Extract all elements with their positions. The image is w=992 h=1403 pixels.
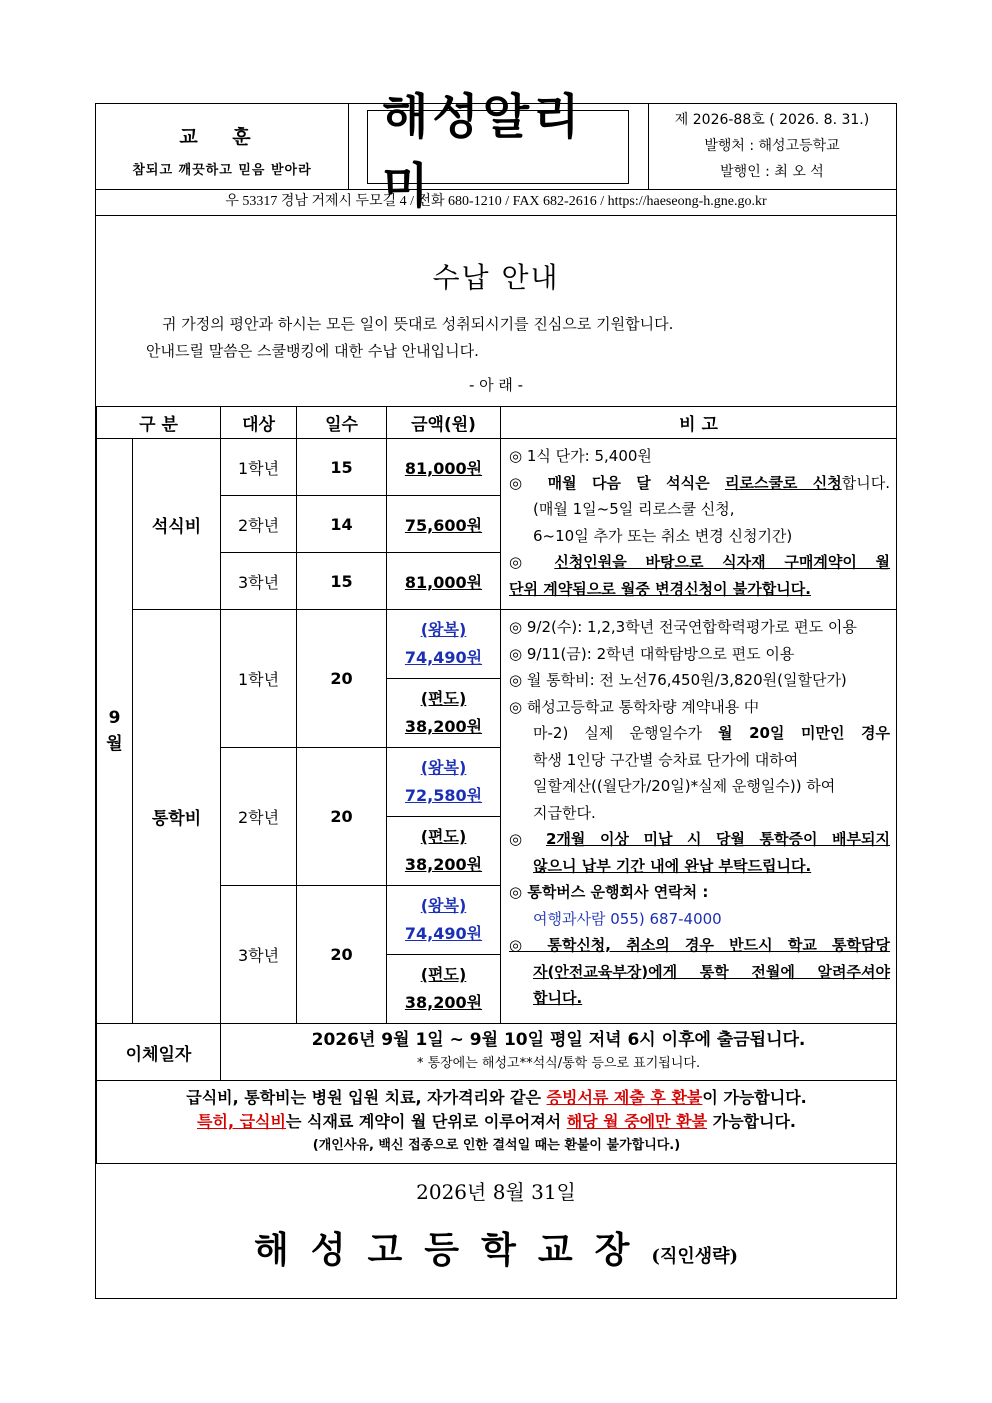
seal-omitted-note: (직인생략): [651, 1246, 739, 1267]
days-cell: 20: [297, 886, 387, 1024]
meal-note: 합니다.: [841, 473, 891, 492]
header-remarks: 비 고: [501, 407, 897, 439]
round-trip-label: (왕복): [420, 620, 467, 639]
greeting-line-1: 귀 가정의 평안과 하시는 모든 일이 뜻대로 성취되시기를 진심으로 기원합니다.: [162, 315, 674, 333]
days-cell: 20: [297, 610, 387, 748]
publisher: 발행처 : 해성고등학교: [704, 138, 840, 154]
amount-cell: 81,000원: [404, 458, 483, 478]
bus-notes: [501, 610, 897, 1024]
bus-label: 통학비: [133, 610, 221, 1024]
days-cell: 14: [297, 496, 387, 553]
table-row: [97, 610, 897, 679]
table-row: [97, 439, 897, 496]
transfer-label: 이체일자: [97, 1024, 221, 1081]
principal-signature: 해성고등학교장: [253, 1229, 652, 1271]
meal-note: 리로스쿨로 신청: [724, 473, 842, 492]
days-cell: 15: [297, 553, 387, 610]
refund-exception: (개인사유, 백신 접종으로 인한 결석일 때는 환불이 불가합니다.): [312, 1138, 681, 1153]
refund-highlight: 증빙서류 제출 후 환불: [546, 1088, 703, 1107]
meal-note: ◎ 매월 다음 달 석식은: [509, 473, 725, 492]
header-target: 대상: [221, 407, 297, 439]
bus-note: ◎ 9/2(수): 1,2,3학년 전국연합학력평가로 편도 이용: [509, 618, 857, 636]
meal-label: 석식비: [133, 439, 221, 610]
grade-cell: 1학년: [221, 610, 297, 748]
grade-cell: 1학년: [221, 439, 297, 496]
transfer-main: 2026년 9월 1일 ~ 9월 10일 평일 저녁 6시 이후에 출금됩니다.: [311, 1030, 806, 1050]
page-title: 수납 안내: [432, 261, 560, 294]
bus-contact: 여행과사람 055) 687-4000: [533, 909, 722, 928]
bus-note: ◎ 9/11(금): 2학년 대학탐방으로 편도 이용: [509, 644, 795, 663]
refund-text: 는 식재료 계약이 월 단위로 이루어져서: [285, 1112, 567, 1131]
bus-note: ◎: [509, 830, 546, 848]
issuer: 발행인 : 최 오 석: [720, 164, 824, 180]
bus-note: 마-2) 실제 운행일수가: [533, 724, 719, 742]
meal-note: 단위 계약됨으로 월중 변경신청이 불가합니다.: [509, 579, 811, 598]
grade-cell: 2학년: [221, 748, 297, 886]
transfer-sub: * 통장에는 해성고**석식/통학 등으로 표기됩니다.: [416, 1056, 701, 1071]
issue-info: [648, 104, 896, 189]
days-cell: 15: [297, 439, 387, 496]
header-days: 일수: [297, 407, 387, 439]
motto-text: 참되고 깨끗하고 믿음 받아라: [132, 163, 312, 178]
bus-note: ◎ 통학신청, 취소의 경우 반드시 학교 통학담당: [509, 936, 891, 954]
bus-note: ◎ 해성고등학교 통학차량 계약내용 中: [509, 697, 760, 716]
meal-note: ◎: [509, 553, 555, 571]
newsletter-title-frame: [367, 88, 629, 214]
newsletter-title: 해성알리미: [382, 88, 584, 214]
issue-number: 제 2026-88호 ( 2026. 8. 31.): [674, 112, 870, 128]
signature-block: [96, 1222, 896, 1273]
bus-note: 지급한다.: [533, 803, 596, 822]
school-motto-box: [96, 104, 349, 189]
days-cell: 20: [297, 748, 387, 886]
document-frame: [95, 88, 897, 1299]
bus-note: 월 20일 미만인 경우: [718, 724, 891, 742]
one-way-label: (편도): [420, 689, 467, 708]
one-way-amount: 38,200원: [404, 855, 483, 874]
one-way-amount: 38,200원: [404, 993, 483, 1012]
bus-note: ◎ 월 통학비: 전 노선76,450원/3,820원(일할단가): [509, 671, 847, 689]
meal-note: (매월 1일~5일 리로스쿨 신청,: [533, 500, 735, 518]
refund-text: 가능합니다.: [707, 1112, 796, 1131]
amount-cell: 81,000원: [404, 572, 483, 592]
round-trip-amount: 74,490원: [404, 924, 483, 943]
table-header-row: [97, 407, 897, 439]
header-category: 구 분: [97, 407, 221, 439]
meal-note: 6~10일 추가 또는 취소 변경 신청기간): [533, 526, 793, 545]
notice-separator: - 아 래 -: [468, 376, 524, 394]
one-way-label: (편도): [420, 827, 467, 846]
issue-date: 2026년 8월 31일: [416, 1180, 576, 1204]
round-trip-label: (왕복): [420, 896, 467, 915]
refund-highlight: 특히, 급식비: [197, 1112, 286, 1131]
month-cell: 9 월: [97, 439, 133, 1024]
amount-cell: 75,600원: [404, 515, 483, 535]
header-amount: 금액(원): [387, 407, 501, 439]
payment-table: [96, 406, 897, 1164]
meal-notes: [501, 439, 897, 610]
grade-cell: 2학년: [221, 496, 297, 553]
bus-note: 2개월 이상 미납 시 당월 통학증이 배부되지: [545, 830, 891, 848]
bus-note: 학생 1인당 구간별 승차료 단가에 대하여: [533, 750, 799, 769]
one-way-label: (편도): [420, 965, 467, 984]
refund-highlight: 해당 월 중에만 환불: [566, 1112, 708, 1131]
refund-notice: [97, 1081, 897, 1164]
meal-note: 신청인원을 바탕으로 식자재 구매계약이 월: [554, 553, 891, 571]
bus-note: ◎ 통학버스 운행회사 연락처 :: [509, 883, 709, 901]
motto-title: 교 훈: [179, 126, 265, 148]
greeting-line-2: 안내드릴 말씀은 스쿨뱅킹에 대한 수납 안내입니다.: [146, 342, 479, 360]
address-line: 우 53317 경남 거제시 두모길 4 / 전화 680-1210 / FAX 682-2616 / https://haeseong-h.gne.go.kr: [96, 189, 896, 216]
bus-note: 자(안전교육부장)에게 통학 전월에 알려주셔야: [533, 962, 891, 981]
refund-row: [97, 1081, 897, 1164]
bus-note: 않으니 납부 기간 내에 완납 부탁드립니다.: [533, 856, 812, 875]
refund-text: 이 가능합니다.: [702, 1088, 807, 1107]
bus-note: 일할계산((월단가/20일)*실제 운행일수)) 하여: [533, 777, 836, 795]
grade-cell: 3학년: [221, 553, 297, 610]
transfer-row: [97, 1024, 897, 1081]
grade-cell: 3학년: [221, 886, 297, 1024]
refund-text: 급식비, 통학비는 병원 입원 치료, 자가격리와 같은: [186, 1088, 547, 1107]
round-trip-amount: 72,580원: [404, 786, 483, 805]
round-trip-label: (왕복): [420, 758, 467, 777]
meal-note: ◎ 1식 단가: 5,400원: [509, 447, 652, 465]
one-way-amount: 38,200원: [404, 717, 483, 736]
round-trip-amount: 74,490원: [404, 648, 483, 667]
bus-note: 합니다.: [533, 989, 583, 1007]
